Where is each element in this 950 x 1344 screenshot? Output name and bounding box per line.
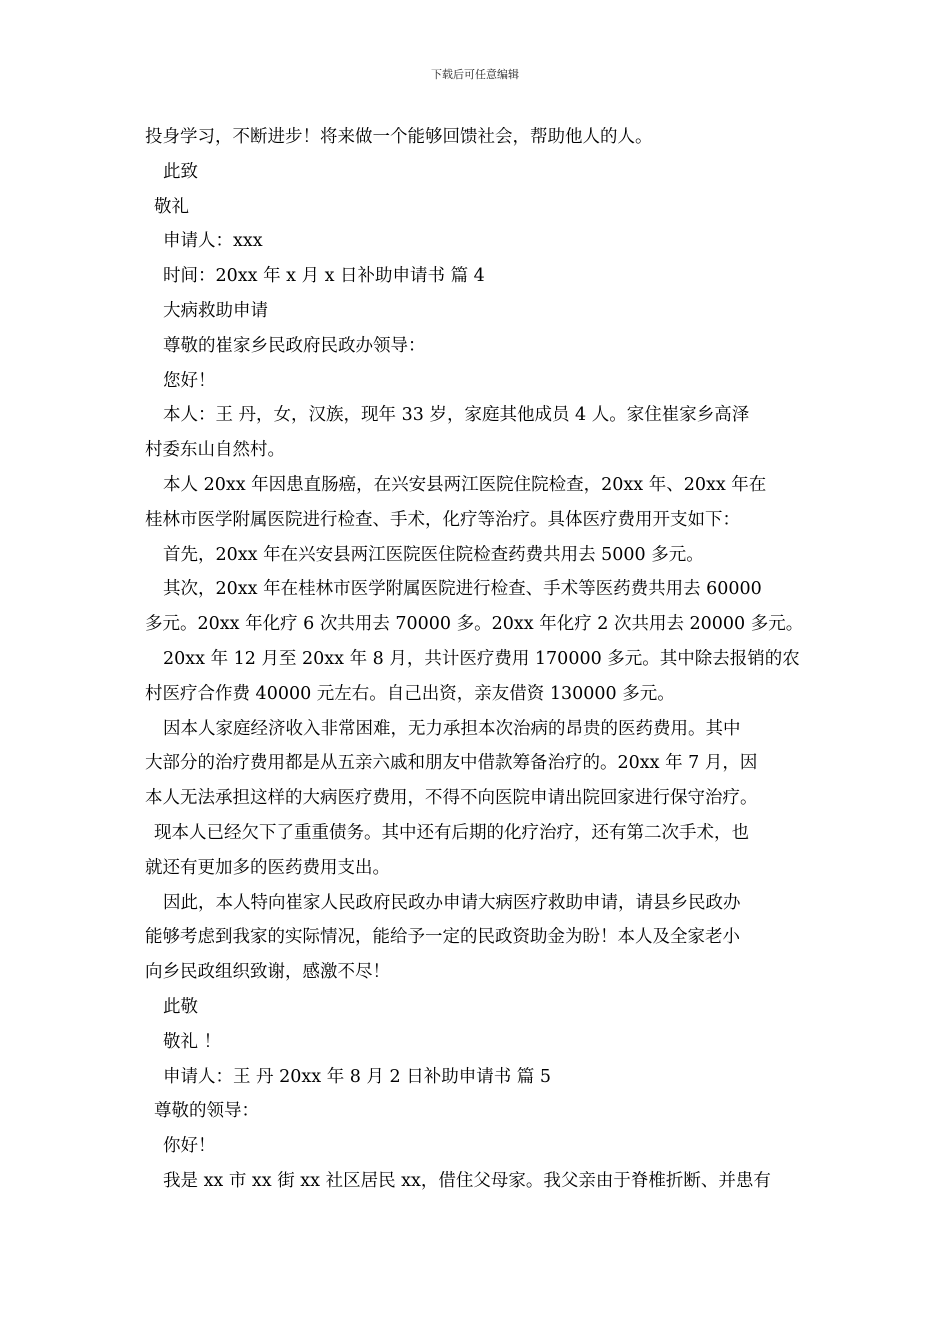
text-line: 尊敬的领导： [154, 1101, 259, 1122]
text-line: 时间：20xx 年 x 月 x 日补助申请书 篇 4 [163, 266, 485, 287]
text-line: 首先，20xx 年在兴安县两江医院医住院检查药费共用去 5000 多元。 [163, 544, 704, 565]
text-line: 村委东山自然村。 [145, 440, 285, 461]
text-line: 尊敬的崔家乡民政府民政办领导： [163, 335, 426, 356]
text-line: 本人无法承担这样的大病医疗费用，不得不向医院申请出院回家进行保守治疗。 [145, 788, 758, 809]
text-line: 20xx 年 12 月至 20xx 年 8 月，共计医疗费用 170000 多元。其中除去报销的农 [163, 648, 800, 669]
text-line: 敬礼 ！ [163, 1031, 222, 1052]
text-line: 向乡民政组织致谢，感激不尽！ [145, 962, 390, 983]
text-line: 大部分的治疗费用都是从五亲六戚和朋友中借款筹备治疗的。20xx 年 7 月，因 [145, 753, 758, 774]
text-line: 申请人：王 丹 20xx 年 8 月 2 日补助申请书 篇 5 [163, 1066, 551, 1087]
text-line: 能够考虑到我家的实际情况，能给予一定的民政资助金为盼！本人及全家老小 [145, 927, 740, 948]
text-line: 本人：王 丹，女，汉族，现年 33 岁，家庭其他成员 4 人。家住崔家乡高泽 [163, 405, 750, 426]
text-line: 你好！ [163, 1136, 216, 1157]
text-line: 现本人已经欠下了重重债务。其中还有后期的化疗治疗，还有第二次手术，也 [154, 822, 749, 843]
page-header: 下载后可任意编辑 [431, 68, 519, 81]
text-line: 桂林市医学附属医院进行检查、手术，化疗等治疗。具体医疗费用开支如下： [145, 509, 740, 530]
text-line: 大病救助申请 [163, 300, 268, 321]
text-line: 本人 20xx 年因患直肠癌，在兴安县两江医院住院检查，20xx 年、20xx 年在 [163, 474, 767, 495]
text-line: 您好！ [163, 370, 216, 391]
text-line: 因此，本人特向崔家人民政府民政办申请大病医疗救助申请，请县乡民政办 [163, 892, 741, 913]
text-line: 我是 xx 市 xx 街 xx 社区居民 xx，借住父母家。我父亲由于脊椎折断、并患有 [163, 1170, 771, 1191]
text-line: 投身学习，不断进步！将来做一个能够回馈社会，帮助他人的人。 [145, 127, 653, 147]
text-line: 申请人：xxx [163, 231, 263, 252]
text-line: 敬礼 [154, 196, 189, 217]
text-line: 此敬 [163, 996, 198, 1017]
text-line: 村医疗合作费 40000 元左右。自己出资，亲友借资 130000 多元。 [145, 683, 675, 704]
text-line: 此致 [163, 161, 198, 182]
document-body [145, 120, 835, 1199]
text-line: 就还有更加多的医药费用支出。 [145, 857, 390, 878]
text-line: 因本人家庭经济收入非常困难，无力承担本次治病的昂贵的医药费用。其中 [163, 718, 741, 739]
text-line: 其次，20xx 年在桂林市医学附属医院进行检查、手术等医药费共用去 60000 [163, 579, 762, 600]
text-line: 多元。20xx 年化疗 6 次共用去 70000 多。20xx 年化疗 2 次共用去 20000 多元。 [145, 614, 804, 635]
